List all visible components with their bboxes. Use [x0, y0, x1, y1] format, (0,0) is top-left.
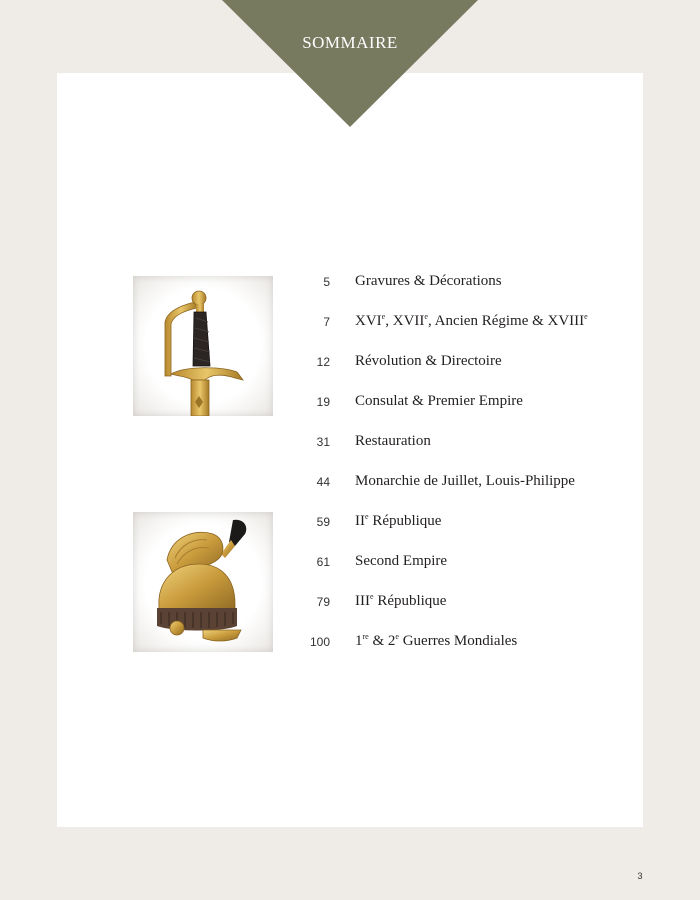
sword-image [133, 276, 273, 416]
toc-section-title [355, 593, 446, 610]
toc-page-number: 44 [316, 475, 330, 489]
title-text: Gravures & Décorations [355, 273, 502, 289]
title-text: République [368, 513, 442, 529]
title-superscript: e [395, 632, 399, 641]
toc-section-title [355, 433, 431, 450]
page-number: 3 [637, 871, 643, 881]
title-text: III [355, 593, 370, 609]
toc-page-number: 5 [323, 275, 330, 289]
title-superscript: e [370, 592, 374, 601]
title-text: Restauration [355, 433, 431, 449]
banner-triangle [222, 0, 478, 127]
table-of-contents [300, 268, 640, 668]
toc-section-title [355, 513, 441, 530]
toc-section-title [355, 633, 517, 650]
title-text: Consulat & Premier Empire [355, 393, 523, 409]
title-text: Guerres Mondiales [398, 633, 518, 649]
toc-section-title [355, 473, 575, 490]
title-superscript: e [365, 512, 369, 521]
toc-page-number: 59 [316, 515, 330, 529]
helmet-image [133, 512, 273, 652]
title-text: , XVII [385, 313, 425, 329]
page-title: SOMMAIRE [302, 33, 398, 52]
toc-entry[interactable] [300, 388, 640, 428]
toc-entry[interactable] [300, 588, 640, 628]
toc-entry[interactable] [300, 468, 640, 508]
toc-entry[interactable] [300, 428, 640, 468]
title-text: 1 [355, 633, 363, 649]
toc-page-number: 100 [309, 635, 330, 649]
toc-page-number: 19 [316, 395, 330, 409]
toc-entry[interactable] [300, 508, 640, 548]
toc-section-title [355, 273, 502, 290]
header-banner [222, 0, 478, 127]
sword-icon [133, 276, 273, 416]
title-text: II [355, 513, 365, 529]
title-text: XVI [355, 313, 382, 329]
toc-section-title [355, 553, 447, 570]
title-superscript: e [424, 312, 428, 321]
toc-section-title [355, 313, 588, 330]
title-superscript: e [584, 312, 588, 321]
toc-entry[interactable] [300, 628, 640, 668]
title-text: République [373, 593, 447, 609]
title-text: , Ancien Régime & XVIII [427, 313, 585, 329]
toc-section-title [355, 353, 502, 370]
title-text: Second Empire [355, 553, 448, 569]
toc-entry[interactable] [300, 548, 640, 588]
toc-page-number: 12 [316, 355, 330, 369]
title-text: Révolution & Directoire [355, 353, 502, 369]
toc-page-number: 61 [316, 555, 330, 569]
title-text: Monarchie de Juillet, Louis-Philippe [355, 473, 575, 489]
toc-entry[interactable] [300, 348, 640, 388]
toc-entry[interactable] [300, 268, 640, 308]
helmet-icon [133, 512, 273, 652]
toc-entry[interactable] [300, 308, 640, 348]
toc-page-number: 7 [323, 315, 330, 329]
title-text: & 2 [368, 633, 396, 649]
title-superscript: e [381, 312, 386, 321]
toc-page-number: 31 [316, 435, 330, 449]
toc-section-title [355, 393, 523, 410]
toc-page-number: 79 [316, 595, 330, 609]
title-superscript: re [362, 632, 369, 641]
